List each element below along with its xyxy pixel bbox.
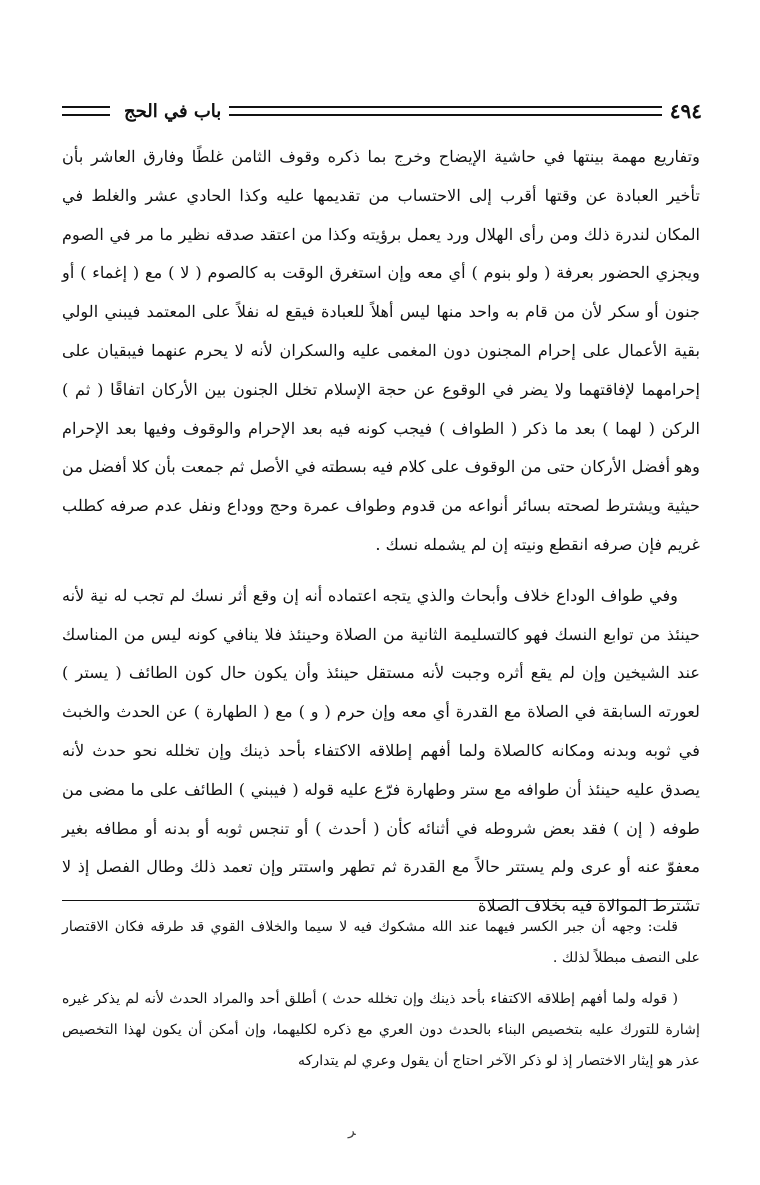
footnote: ( قوله ولما أفهم إطلاقه الاكتفاء بأحد ذينك وإن تخلله حدث ) أطلق أحد والمراد الحدث لأنه لم يذكر غيره إشارة للتورك عليه بتخصيص البناء بالحدث دون العري مع ذكره لكليهما، وإن أمكن أن يكون لهذا التخصيص عذر هو إيثار الاختصار إذ لو ذكر الآخر احتاج أن يقول وعري لم يتداركه (62, 991, 700, 1069)
footnote-separator (62, 900, 692, 901)
header-rule-left (62, 106, 110, 116)
body-paragraph: وتفاريع مهمة بينتها في حاشية الإيضاح وخرج بما ذكره وقوف الثامن غلطًا وفارق العاشر بأن تأخير العبادة عن وقتها أقرب إلى الاحتساب من تقديمها عليه وكذا الحادي عشر والغلط في المكان لندرة ذلك ومن رأى الهلال ورد يعمل برؤيته وكذا من اعتقد صدقه نظير ما مر في الصوم ويجزي الحضور بعرفة ( ولو بنوم ) أي معه وإن استغرق الوقت به كالصوم ( لا ) مع ( إغماء ) أو جنون أو سكر لأن من قام به واحد منها ليس أهلاً للعبادة فيقع له نفلاً على المعتمد فيبني الولي بقية الأعمال على إحرام المجنون دون المغمى عليه والسكران لأنه لا يحرم عنهما فيبقيان على إحرامهما لإفاقتهما ولا يضر في الوقوع عن حجة الإسلام تخلل الجنون بين الأركان اتفاقًا ( ثم ) الركن ( لهما ) بعد ما ذكر ( الطواف ) فيجب كونه فيه بعد الإحرام والوقوف وفيها بعد الإحرام وهو أفضل الأركان حتى من الوقوف على كلام فيه بسطته في الأصل ثم جمعت بأن كلا أفضل من حيثية ويشترط لصحته بسائر أنواعه من قدوم وطواف عمرة وحج ووداع ونفل عدم صرفه كطلب غريم فإن صرفه انقطع ونيته إن لم يشمله نسك . (62, 147, 700, 554)
running-header (62, 96, 702, 126)
page-number: ٤٩٤ (669, 99, 702, 123)
header-rule-right (626, 106, 662, 116)
printer-mark: ﺮ (348, 1123, 356, 1139)
chapter-title: باب في الحج (124, 100, 222, 122)
body-paragraph: وفي طواف الوداع خلاف وأبحاث والذي يتجه اعتماده أنه إن وقع أثر نسك لم تجب له نية لأنه حينئذ من توابع النسك فهو كالتسليمة الثانية من الصلاة وحينئذ فلا ينافي كونه ليس من المناسك عند الشيخين وإن لم يقع أثره وجبت لأنه مستقل حينئذ وأن يكون حال كون الطائف ( يستر ) لعورته السابقة في الصلاة مع القدرة أي معه وإن حرم ( و ) مع ( الطهارة ) عن الحدث والخبث في ثوبه وبدنه ومكانه كالصلاة ولما أفهم إطلاقه الاكتفاء بأحد ذينك وإن تخلله نحو حدث لأنه يصدق عليه حينئذ أن طوافه مع ستر وطهارة فرّع عليه قوله ( فيبني ) الطائف على ما مضى من طوفه ( إن ) فقد بعض شروطه في أثنائه كأن ( أحدث ) أو تنجس ثوبه أو بدنه أو مطافه بغير معفوّ عنه أو عرى ولم يستتر حالاً مع القدرة ثم تطهر واستتر وإن تعمد ذلك وطال الفصل إذ لا تشترط الموالاة فيه بخلاف الصلاة (62, 585, 700, 916)
main-text (62, 138, 700, 926)
footnote: قلت: وجهه أن جبر الكسر فيهما عند الله مشكوك فيه لا سيما والخلاف القوي قد طرقه فكان الاقتصار على النصف مبطلاً لذلك . (62, 919, 700, 966)
header-rule-middle (229, 106, 625, 116)
footnotes (62, 912, 700, 1077)
